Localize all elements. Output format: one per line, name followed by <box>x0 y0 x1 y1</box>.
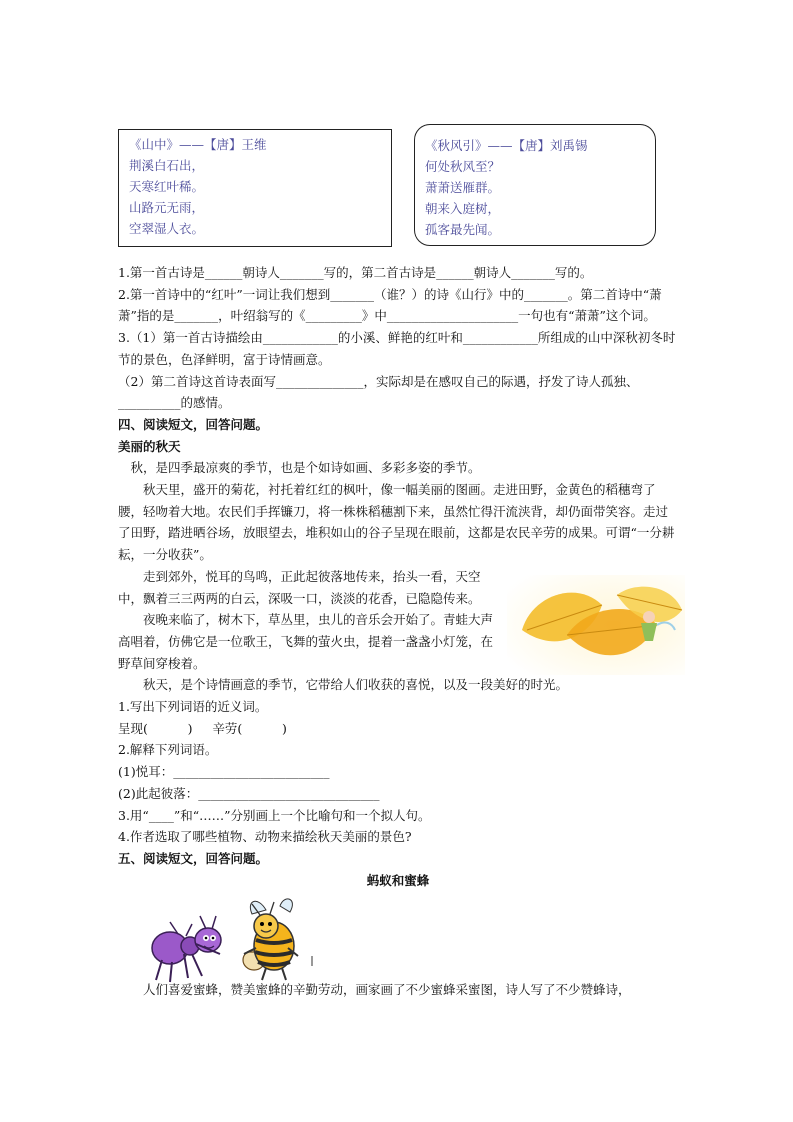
question: 4.作者选取了哪些植物、动物来描绘秋天美丽的景色? <box>118 829 412 845</box>
paragraph: 走到郊外，悦耳的鸟鸣，正此起彼落地传来，抬头一看，天空中，飘着三三两两的白云，深吸一口，淡淡的花香，已隐隐传来。 <box>118 568 481 606</box>
poem-title: 《山中》——【唐】王维 <box>129 137 267 152</box>
question: 1.第一首古诗是______朝诗人_______写的，第二首古诗是______朝诗人_______写的。 <box>118 265 593 280</box>
poem-line: 萧萧送雁群。 <box>425 180 501 195</box>
paragraph: 秋，是四季最凉爽的季节，也是个如诗如画、多彩多姿的季节。 <box>130 460 481 476</box>
poem-line: 何处秋风至？ <box>425 159 501 174</box>
answer-blank: (1)悦耳：_________________________ <box>118 764 330 780</box>
poem-line: 山路元无雨， <box>129 200 205 215</box>
section-heading: 四、阅读短文，回答问题。 <box>118 416 269 432</box>
passage-title: 美丽的秋天 <box>118 438 181 454</box>
paragraph: 秋天，是个诗情画意的季节，它带给人们收获的喜悦，以及一段美好的时光。 <box>143 677 569 693</box>
question: 3.（1）第一首古诗描绘由____________的小溪、鲜艳的红叶和____________所组成的山中深秋初冬时节的景色，色泽鲜明，富于诗情画意。 <box>118 330 676 367</box>
question: 3.用“____”和“……”分别画上一个比喻句和一个拟人句。 <box>118 807 431 823</box>
poem-title: 《秋风引》——【唐】刘禹锡 <box>425 138 588 153</box>
answer-blanks: 呈现( ) 辛劳( ) <box>118 720 287 736</box>
question: 2.解释下列词语。 <box>118 742 218 758</box>
poem-line: 孤客最先闻。 <box>425 222 501 237</box>
paragraph: 秋天里，盛开的菊花，衬托着红红的枫叶，像一幅美丽的图画。走进田野，金黄色的稻穗弯了腰，轻吻着大地。农民们手挥镰刀，将一株株稻穗割下来，虽然忙得汗流浃背，却仍面带笑容。走过了田野，踏进晒谷场，放眼望去，堆积如山的谷子呈现在眼前，这都是农民辛劳的成果。可谓“一分耕耘，一分收获”。 <box>118 482 675 563</box>
answer-blank: (2)此起彼落：_____________________________ <box>118 785 380 801</box>
poem-box-2 <box>414 124 656 246</box>
passage-title: 蚂蚁和蜜蜂 <box>366 872 430 888</box>
question: 1.写出下列词语的近义词。 <box>118 699 268 715</box>
poem-box-1 <box>118 129 392 247</box>
autumn-leaves-illustration <box>507 575 685 675</box>
poem-line: 空翠湿人衣。 <box>129 221 205 236</box>
paragraph: 人们喜爱蜜蜂，赞美蜜蜂的辛勤劳动，画家画了不少蜜蜂采蜜图，诗人写了不少赞蜂诗， <box>143 982 631 998</box>
poem-line: 荆溪白石出， <box>129 158 205 173</box>
question: （2）第二首诗这首诗表面写______________，实际却是在感叹自己的际遇，抒发了诗人孤独、__________的感情。 <box>118 373 639 411</box>
poem-line: 天寒红叶稀。 <box>129 179 205 194</box>
section-heading: 五、阅读短文，回答问题。 <box>118 850 269 866</box>
paragraph: 夜晚来临了，树木下，草丛里，虫儿的音乐会开始了。青蛙大声高唱着，仿佛它是一位歌王，飞舞的萤火虫，提着一盏盏小灯笼，在野草间穿梭着。 <box>118 612 494 671</box>
poem-line: 朝来入庭树， <box>425 201 501 216</box>
question: 2.第一首诗中的“红叶”一词让我们想到_______（谁？）的诗《山行》中的_______。第二首诗中“萧萧”指的是_______，叶绍翁写的《_________》中_____________________一句也有“萧萧”这个词。 <box>118 286 662 324</box>
ant-and-bee-illustration <box>148 896 314 990</box>
